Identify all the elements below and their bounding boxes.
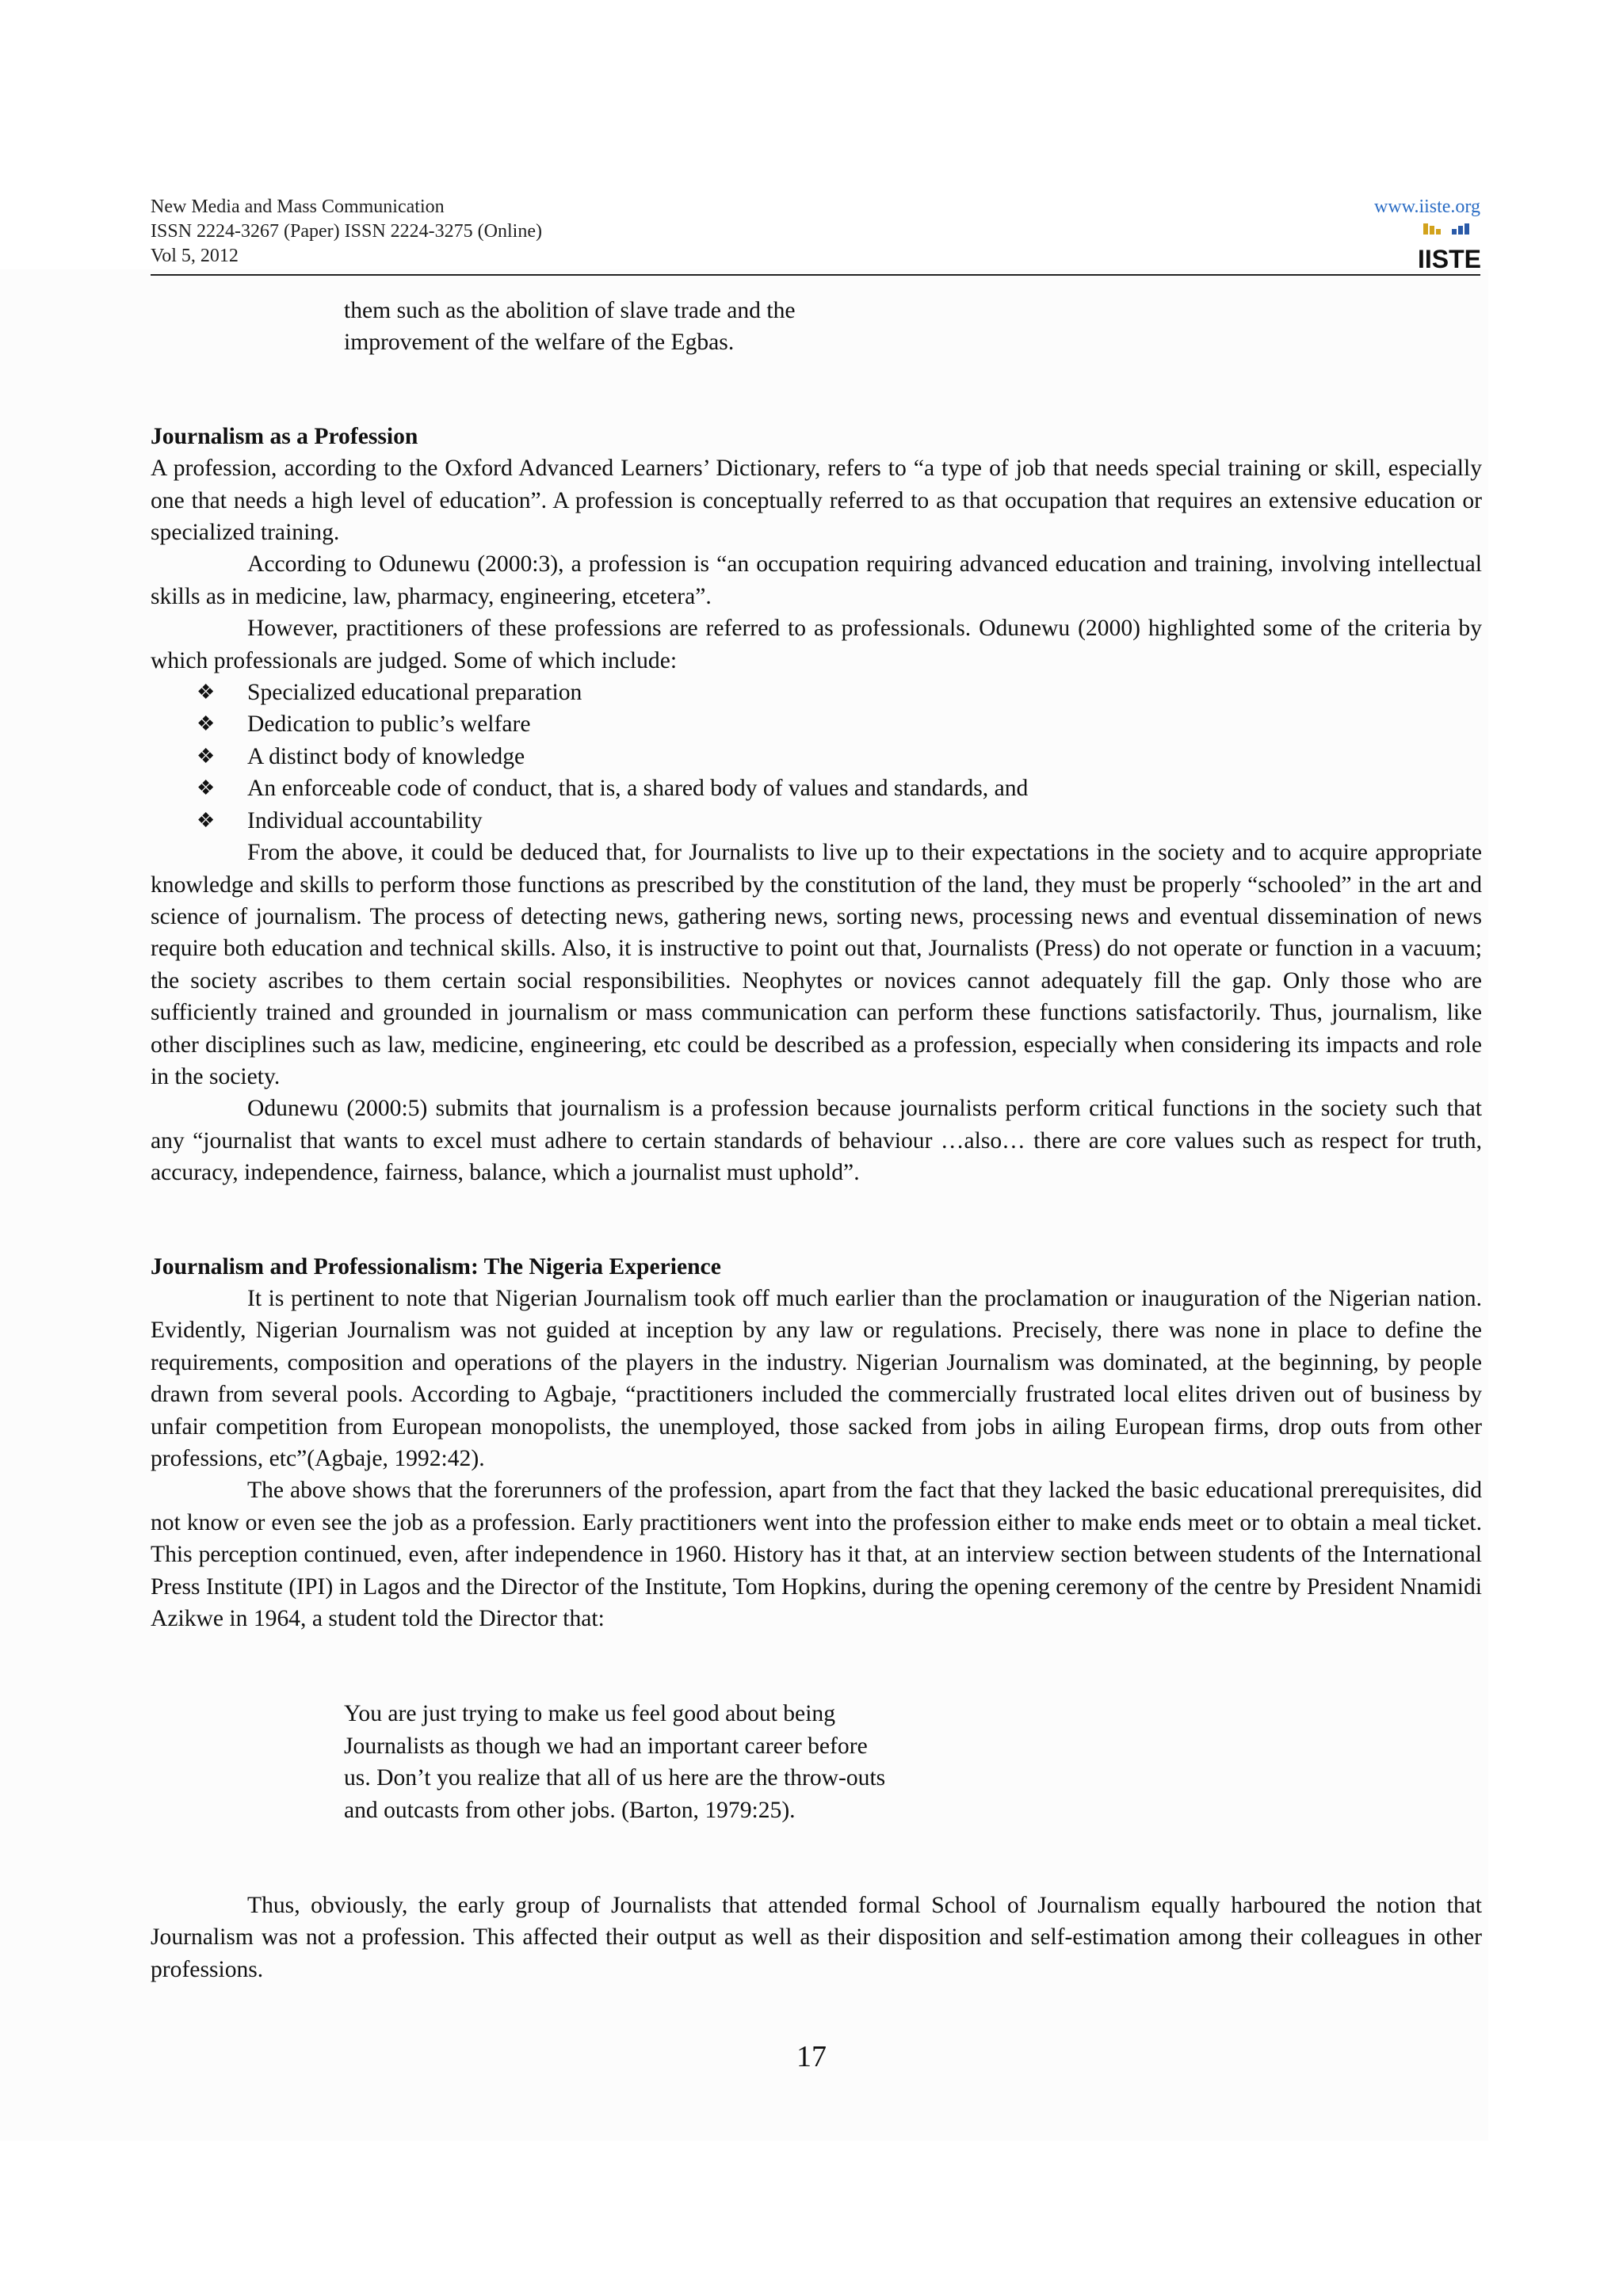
list-item-text: Individual accountability: [247, 807, 483, 833]
diamond-bullet-icon: ❖: [197, 712, 216, 736]
journal-name: New Media and Mass Communication: [151, 196, 445, 217]
running-header: [151, 195, 1480, 276]
list-item: [151, 805, 1482, 837]
block-quote-egbas: [344, 295, 1002, 359]
paragraph: Odunewu (2000:5) submits that journalism is a profession because journalists perform critical functions in the society such that any “journalist that wants to excel must adhere to certain standards of behaviour …also… there are core values such as respect for truth, accuracy, independence, fairness, balance, which a journalist must uphold”.: [151, 1096, 1482, 1186]
paragraph: However, practitioners of these professions are referred to as professionals. Odunewu (2000) highlighted some of the criteria by which professionals are judged. Some of which include:: [151, 616, 1482, 673]
paragraph: According to Odunewu (2000:3), a profession is “an occupation requiring advanced education and training, involving intellectual skills as in medicine, law, pharmacy, engineering, etcetera”.: [151, 551, 1482, 609]
list-item-text: A distinct body of knowledge: [247, 743, 525, 769]
diamond-bullet-icon: ❖: [197, 808, 216, 832]
quote-line: You are just trying to make us feel good about being: [344, 1701, 836, 1727]
journal-issn: ISSN 2224-3267 (Paper) ISSN 2224-3275 (Online): [151, 221, 542, 242]
paragraph: The above shows that the forerunners of the profession, apart from the fact that they lacked the basic educational prerequisites, did not know or even see the job as a profession. Early practitioners went into the profession either to make ends meet or to obtain a meal ticket. This perception continued, even, after independence in 1960. History has it that, at an interview section between students of the International Press Institute (IPI) in Lagos and the Director of the Institute, Tom Hopkins, during the opening ceremony of the centre by President Nnamidi Azikwe in 1964, a student told the Director that:: [151, 1478, 1482, 1632]
section-heading-profession: Journalism as a Profession: [151, 423, 418, 449]
site-link[interactable]: www.iiste.org: [1374, 196, 1480, 217]
quote-line: improvement of the welfare of the Egbas.: [344, 330, 735, 356]
list-item-text: Specialized educational preparation: [247, 680, 582, 706]
page-number: 17: [796, 2040, 827, 2073]
paragraph: From the above, it could be deduced that, for Journalists to live up to their expectations in the society and to acquire appropriate knowledge and skills to perform those functions as prescribed by the constitution of the land, they must be properly “schooled” in the art and science of journalism. The process of detecting news, gathering news, sorting news, processing news and eventual dissemination of news require both education and technical skills. Also, it is instructive to point out that, Journalists (Press) do not operate or function in a vacuum; the society ascribes to them certain social responsibilities. Neophytes or novices cannot adequately fill the gap. Only those who are sufficiently trained and grounded in journalism or mass communication can perform these functions satisfactorily. Thus, journalism, like other disciplines such as law, medicine, engineering, etc could be described as a profession, especially when considering its impacts and role in the society.: [151, 840, 1482, 1089]
paragraph: A profession, according to the Oxford Advanced Learners’ Dictionary, refers to “a type of job that needs special training or skill, especially one that needs a high level of education”. A profession is conceptually referred to as that occupation that requires an extensive education or specialized training.: [151, 456, 1482, 546]
list-item-text: Dedication to public’s welfare: [247, 711, 531, 738]
diamond-bullet-icon: ❖: [197, 681, 216, 704]
list-item: [151, 772, 1482, 804]
journal-volume: Vol 5, 2012: [151, 246, 239, 266]
list-item: [151, 677, 1482, 708]
list-item: [151, 708, 1482, 740]
list-item-text: An enforceable code of conduct, that is, a shared body of values and standards, and: [247, 776, 1029, 802]
quote-line: us. Don’t you realize that all of us here are the throw-outs: [344, 1765, 886, 1791]
paragraph: It is pertinent to note that Nigerian Journalism took off much earlier than the proclamation or inauguration of the Nigerian nation. Evidently, Nigerian Journalism was not guided at inception by any law or regulations. Precisely, there was none in place to define the requirements, composition and operations of the players in the industry. Nigerian Journalism was dominated, at the beginning, by people drawn from several pools. According to Agbaje, “practitioners included the commercially frustrated local elites driven out of business by unfair competition from European monopolists, the unemployed, those sacked from jobs in ailing European firms, drop outs from other professions, etc”(Agbaje, 1992:42).: [151, 1285, 1482, 1471]
diamond-bullet-icon: ❖: [197, 776, 216, 800]
article-body: [151, 295, 1482, 1985]
criteria-list: [151, 677, 1482, 837]
paragraph: Thus, obviously, the early group of Journalists that attended formal School of Journalism equally harboured the notion that Journalism was not a profession. This affected their output as well as their disposition and self-estimation among their colleagues in other professions.: [151, 1893, 1482, 1982]
diamond-bullet-icon: ❖: [197, 744, 216, 768]
quote-line: Journalists as though we had an important career before: [344, 1733, 868, 1759]
iiste-logo: [1417, 222, 1482, 273]
logo-text: IISTE: [1417, 245, 1482, 273]
quote-line: and outcasts from other jobs. (Barton, 1979:25).: [344, 1797, 796, 1823]
block-quote-barton: [344, 1698, 1002, 1826]
section-heading-nigeria: Journalism and Professionalism: The Nigeria Experience: [151, 1253, 721, 1280]
journal-info: [151, 195, 542, 269]
list-item: [151, 741, 1482, 772]
journal-site: [1374, 195, 1480, 219]
quote-line: them such as the abolition of slave trade and the: [344, 298, 796, 323]
